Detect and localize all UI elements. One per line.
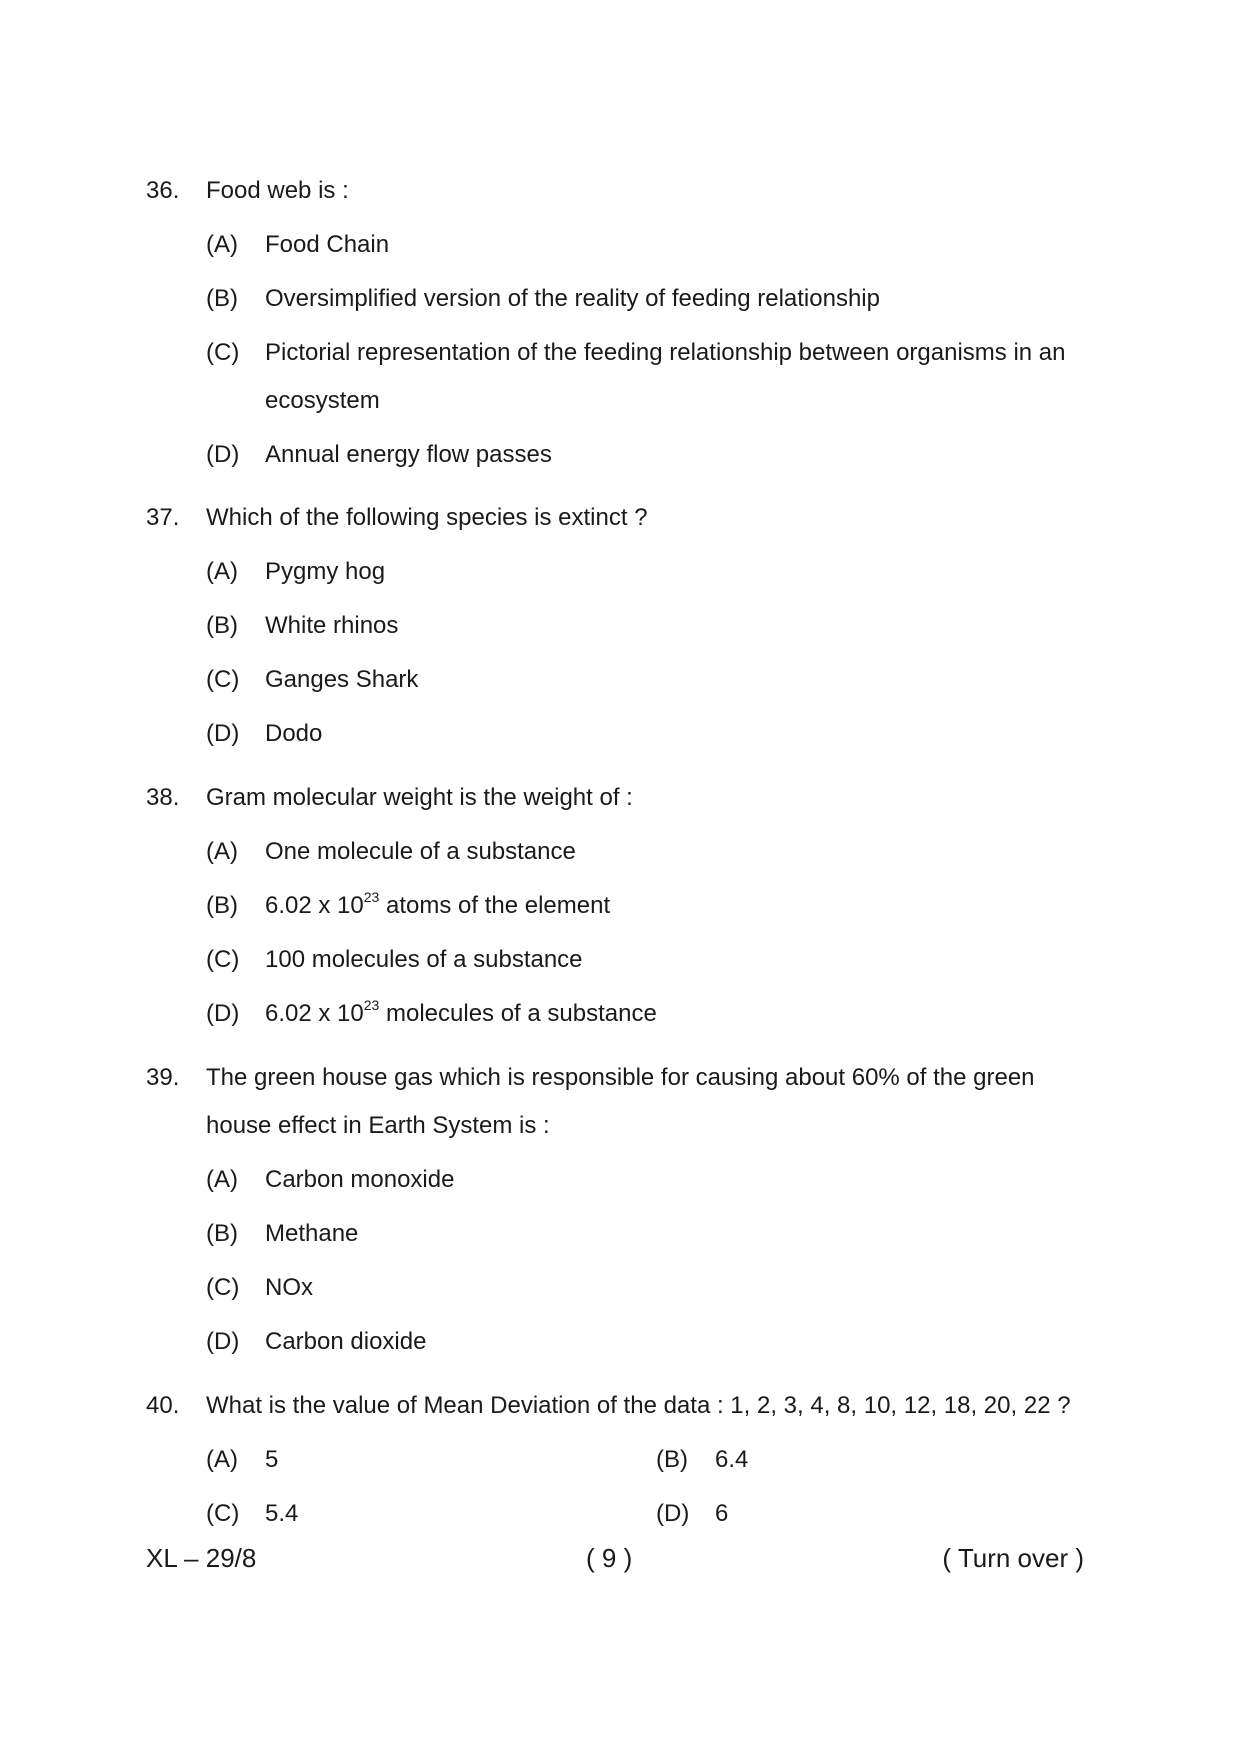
option-label: (B) — [656, 1446, 688, 1473]
question-39 — [146, 1054, 1106, 1366]
option-label: (A) — [206, 1166, 238, 1193]
option-label: (C) — [206, 946, 240, 973]
option-label: (A) — [206, 838, 238, 865]
option-text: Oversimplified version of the reality of feeding relationship — [265, 285, 880, 312]
option-c — [146, 1264, 1106, 1312]
option-label: (D) — [206, 1000, 240, 1027]
option-d — [146, 431, 1106, 479]
option-text: Food Chain — [265, 231, 390, 258]
option-label: (D) — [206, 720, 240, 747]
option-d — [146, 710, 1106, 758]
question-40 — [146, 1382, 1106, 1538]
option-text: Pygmy hog — [265, 558, 386, 585]
option-text: Ganges Shark — [265, 666, 419, 693]
option-b — [146, 1210, 1106, 1258]
option-c — [146, 936, 1106, 984]
option-label: (A) — [206, 558, 238, 585]
option-text: One molecule of a substance — [265, 838, 576, 865]
option-b — [146, 275, 1106, 323]
option-b — [146, 602, 1106, 650]
page-number: ( 9 ) — [586, 1543, 633, 1573]
option-a — [146, 221, 1106, 269]
question-number: 40. — [146, 1392, 180, 1419]
option-d — [146, 990, 1106, 1038]
option-text: NOx — [265, 1274, 313, 1301]
option-text: 6 — [715, 1500, 729, 1527]
option-label: (C) — [206, 1500, 240, 1527]
option-label: (C) — [206, 339, 240, 366]
question-text: Gram molecular weight is the weight of : — [206, 784, 633, 811]
option-text-pre: 6.02 x 10 — [265, 892, 364, 919]
option-label: (B) — [206, 612, 238, 639]
option-text-post: molecules of a substance — [379, 1000, 657, 1027]
question-36 — [146, 167, 1106, 479]
option-c — [206, 1490, 656, 1538]
exponent: 23 — [363, 889, 380, 905]
option-label: (B) — [206, 285, 238, 312]
option-label: (B) — [206, 1220, 238, 1247]
exponent: 23 — [363, 997, 380, 1013]
option-b — [656, 1436, 1106, 1484]
question-number: 39. — [146, 1064, 180, 1091]
option-text: Dodo — [265, 720, 323, 747]
question-text: What is the value of Mean Deviation of the data : 1, 2, 3, 4, 8, 10, 12, 18, 20, 22 ? — [206, 1392, 1071, 1419]
option-text-post: atoms of the element — [379, 892, 611, 919]
paper-code: XL – 29/8 — [146, 1543, 257, 1573]
option-d — [146, 1318, 1106, 1366]
question-text: The green house gas which is responsible for causing about 60% of the green house effect in Earth System is : — [206, 1064, 1035, 1139]
question-number: 38. — [146, 784, 180, 811]
question-text: Which of the following species is extinct ? — [206, 504, 648, 531]
question-37 — [146, 494, 1106, 758]
option-text: Methane — [265, 1220, 359, 1247]
question-number: 36. — [146, 177, 180, 204]
option-text: Carbon monoxide — [265, 1166, 455, 1193]
option-a — [206, 1436, 656, 1484]
option-text: Carbon dioxide — [265, 1328, 427, 1355]
option-text: 5.4 — [265, 1500, 299, 1527]
option-row — [146, 1490, 1106, 1538]
option-label: (C) — [206, 666, 240, 693]
option-text: Annual energy flow passes — [265, 441, 552, 468]
option-c — [146, 656, 1106, 704]
question-38 — [146, 774, 1106, 1038]
option-label: (A) — [206, 1446, 238, 1473]
question-text: Food web is : — [206, 177, 349, 204]
option-label: (D) — [206, 441, 240, 468]
option-text-pre: 6.02 x 10 — [265, 1000, 364, 1027]
option-label: (D) — [206, 1328, 240, 1355]
option-text: White rhinos — [265, 612, 399, 639]
option-text: Pictorial representation of the feeding relationship between organisms in an ecosystem — [265, 339, 1066, 414]
question-number: 37. — [146, 504, 180, 531]
option-label: (C) — [206, 1274, 240, 1301]
option-text — [265, 882, 1106, 930]
option-label: (D) — [656, 1500, 690, 1527]
option-d — [656, 1490, 1106, 1538]
option-label: (A) — [206, 231, 238, 258]
option-b — [146, 882, 1106, 930]
option-text: 6.4 — [715, 1446, 749, 1473]
option-c — [146, 329, 1106, 425]
option-text: 5 — [265, 1446, 279, 1473]
option-a — [146, 1156, 1106, 1204]
option-label: (B) — [206, 892, 238, 919]
option-text — [265, 990, 1106, 1038]
turn-over-note: ( Turn over ) — [942, 1543, 1084, 1573]
option-a — [146, 548, 1106, 596]
option-a — [146, 828, 1106, 876]
option-row — [146, 1436, 1106, 1484]
option-text: 100 molecules of a substance — [265, 946, 583, 973]
